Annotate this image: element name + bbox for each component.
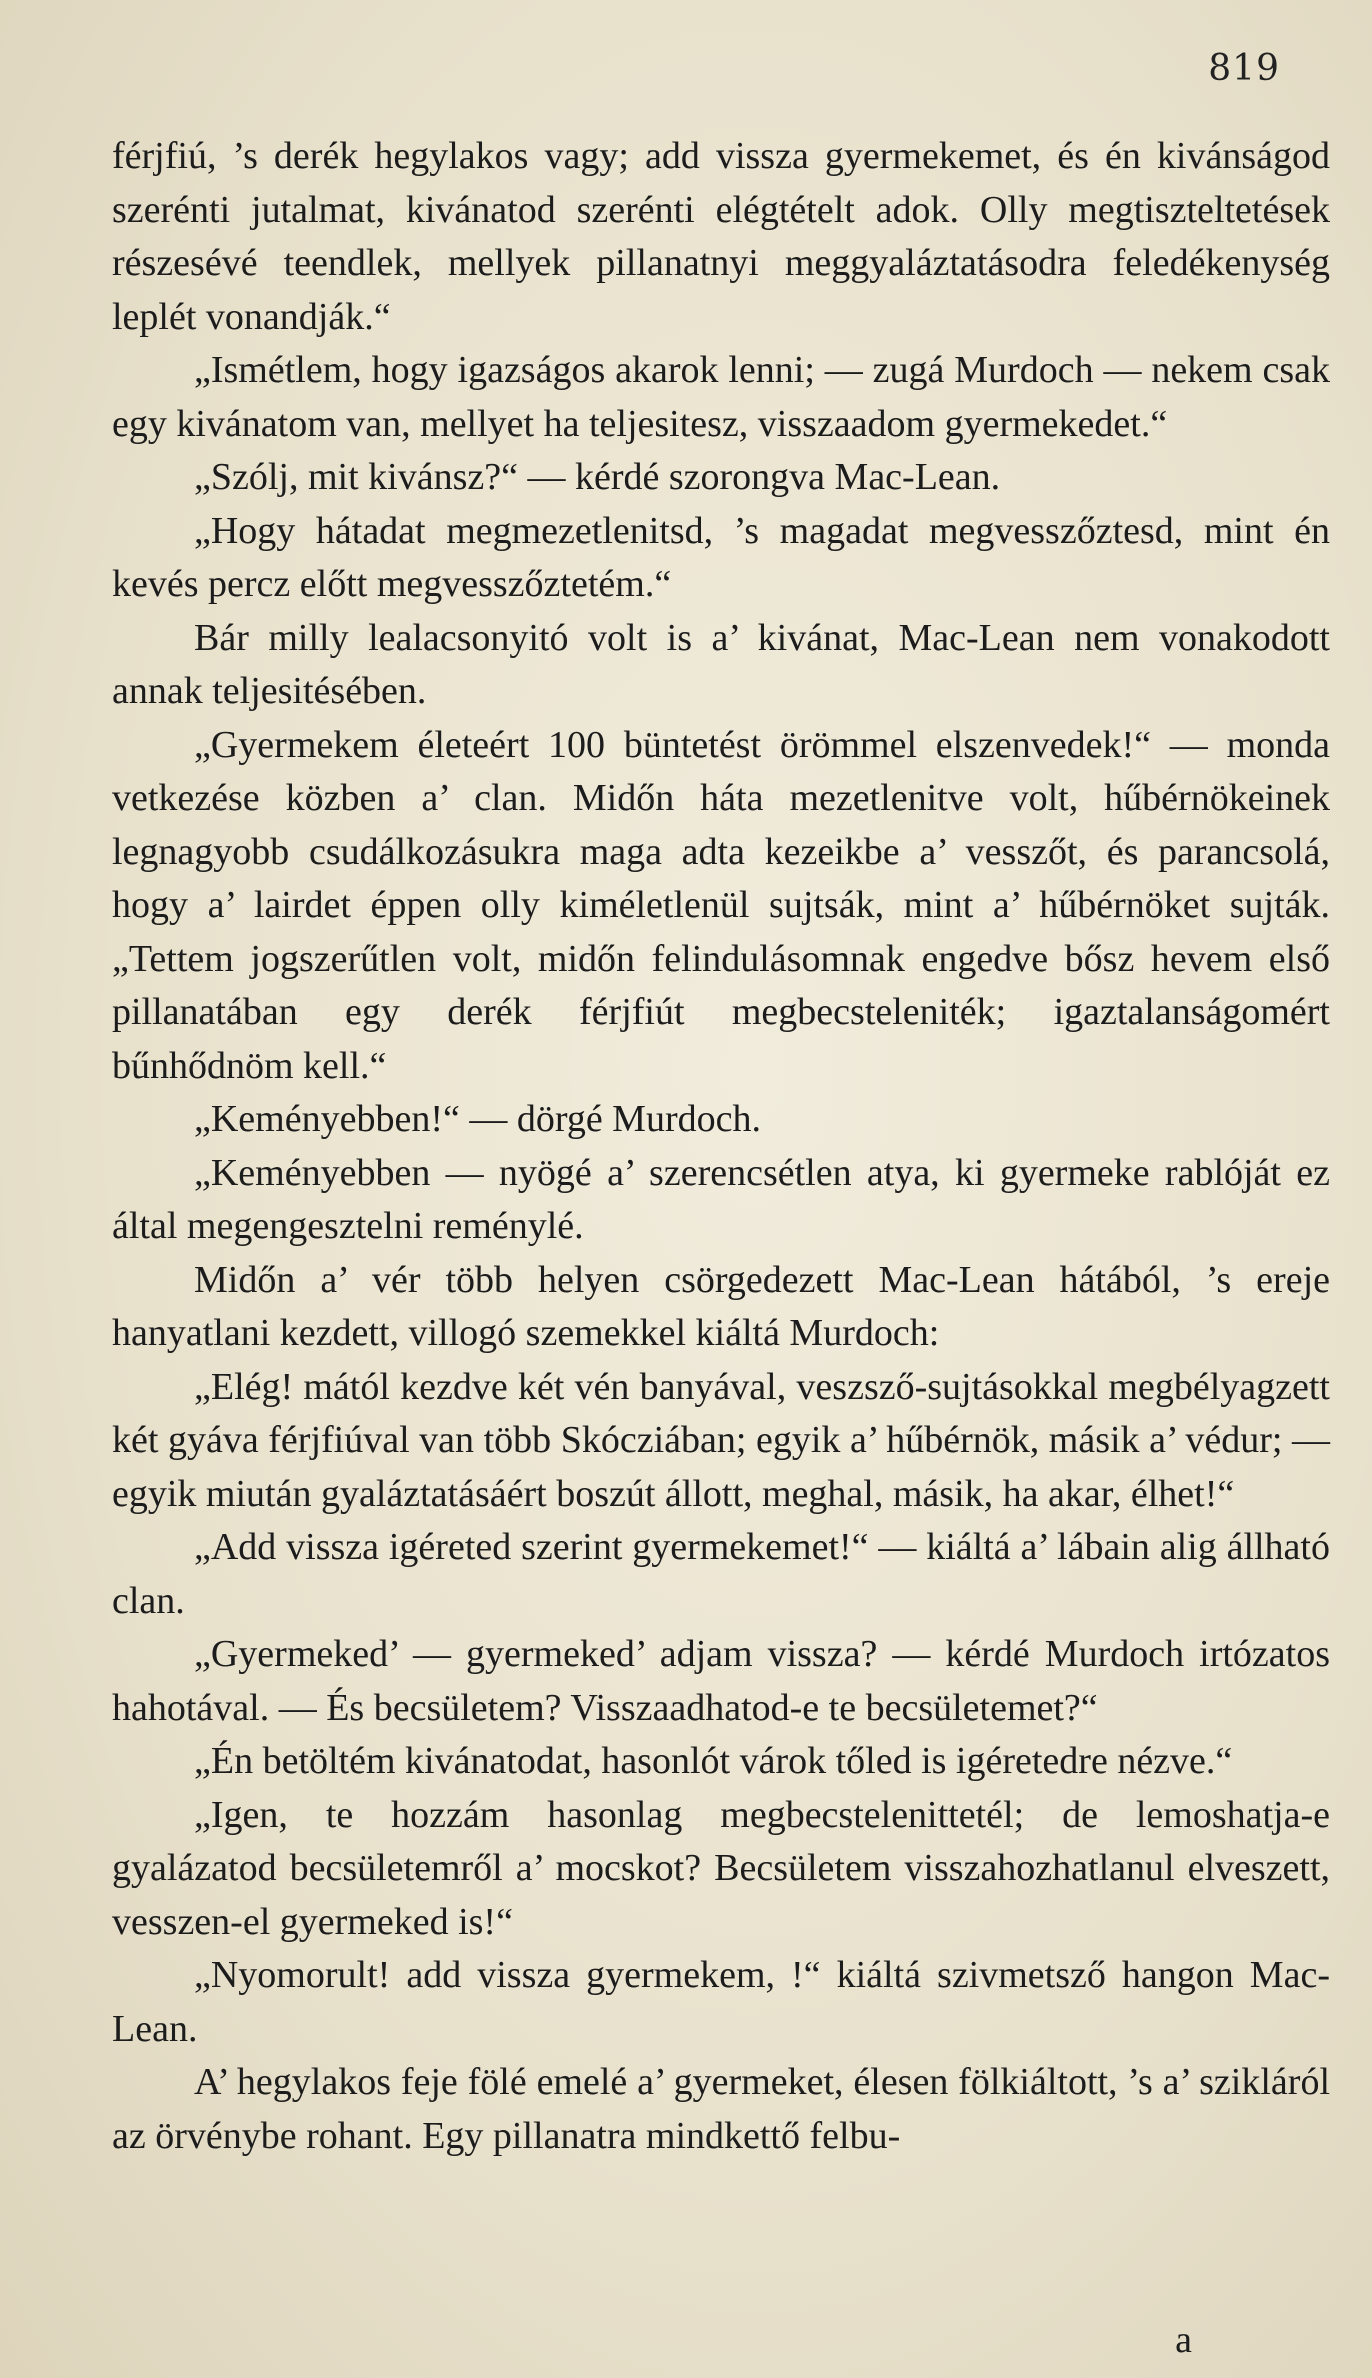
paragraph: „Gyermekem életeért 100 büntetést örömmel elszenvedek!“ — monda vetkezése közben a’ clan. Midőn háta mezetlenitve volt, hűbérnökeinek legnagyobb csudálkozásukra maga adta kezeikbe a’ vesszőt, és parancsolá, hogy a’ lairdet éppen olly kiméletlenül sujtsák, mint a’ hűbérnöket sujták. „Tettem jogszerűtlen volt, midőn felindulásomnak engedve bősz hevem első pillanatában egy derék férjfiút megbecsteleniték; igaztalanságomért bűnhődnöm kell.“ <box>112 723 1330 1087</box>
paragraph: A’ hegylakos feje fölé emelé a’ gyermeket, élesen fölkiáltott, ’s a’ szikláról az örvénybe rohant. Egy pillanatra mindkettő felbu- <box>112 2061 1330 2157</box>
paragraph: „Ismétlem, hogy igazságos akarok lenni; — zugá Murdoch — nekem csak egy kivánatom van, mellyet ha teljesitesz, visszaadom gyermekedet.“ <box>112 349 1330 445</box>
paragraph: „Nyomorult! add vissza gyermekem, !“ kiáltá szivmetsző hangon Mac-Lean. <box>112 1954 1330 2050</box>
paragraph: „Keményebben — nyögé a’ szerencsétlen atya, ki gyermeke rablóját ez által megengesztelni reménylé. <box>112 1151 1330 1247</box>
paragraph: Midőn a’ vér több helyen csörgedezett Mac-Lean hátából, ’s ereje hanyatlani kezdett, villogó szemekkel kiáltá Murdoch: <box>112 1258 1330 1354</box>
paragraph: „Elég! mától kezdve két vén banyával, veszsző-sujtásokkal megbélyagzett két gyáva férjfiúval van több Skócziában; egyik a’ hűbérnök, másik a’ védur; — egyik miután gyaláztatásáért boszút állott, meghal, másik, ha akar, élhet!“ <box>112 1365 1330 1515</box>
paragraph: férjfiú, ’s derék hegylakos vagy; add vissza gyermekemet, és én kivánságod szerénti jutalmat, kivánatod szerénti elégtételt adok. Olly megtiszteltetések részesévé teendlek, mellyek pillanatnyi meggyaláztatásodra feledékenység leplét vonandják.“ <box>112 135 1330 338</box>
paragraph: „Gyermeked’ — gyermeked’ adjam vissza? — kérdé Murdoch irtózatos hahotával. — És becsületem? Visszaadhatod-e te becsületemet?“ <box>112 1633 1330 1729</box>
body-text <box>112 130 1330 2163</box>
paragraph: „Keményebben!“ — dörgé Murdoch. <box>194 1098 761 1140</box>
paragraph: „Szólj, mit kivánsz?“ — kérdé szorongva Mac-Lean. <box>194 456 1001 498</box>
paragraph: „Igen, te hozzám hasonlag megbecstelenittetél; de lemoshatja-e gyalázatod becsületemről a’ mocskot? Becsületem visszahozhatlanul elveszett, vesszen-el gyermeked is!“ <box>112 1793 1330 1943</box>
paragraph: „Hogy hátadat megmezetlenitsd, ’s magadat megvesszőztesd, mint én kevés percz előtt megvesszőztetém.“ <box>112 509 1330 605</box>
page-number: 819 <box>1208 48 1280 89</box>
paragraph: Bár milly lealacsonyitó volt is a’ kivánat, Mac-Lean nem vonakodott annak teljesitésében. <box>112 616 1330 712</box>
catchword: a <box>1175 2319 1192 2361</box>
paragraph: „Add vissza igéreted szerint gyermekemet!“ — kiáltá a’ lábain alig állható clan. <box>112 1526 1330 1622</box>
paragraph: „Én betöltém kivánatodat, hasonlót várok tőled is igéretedre nézve.“ <box>194 1740 1233 1782</box>
